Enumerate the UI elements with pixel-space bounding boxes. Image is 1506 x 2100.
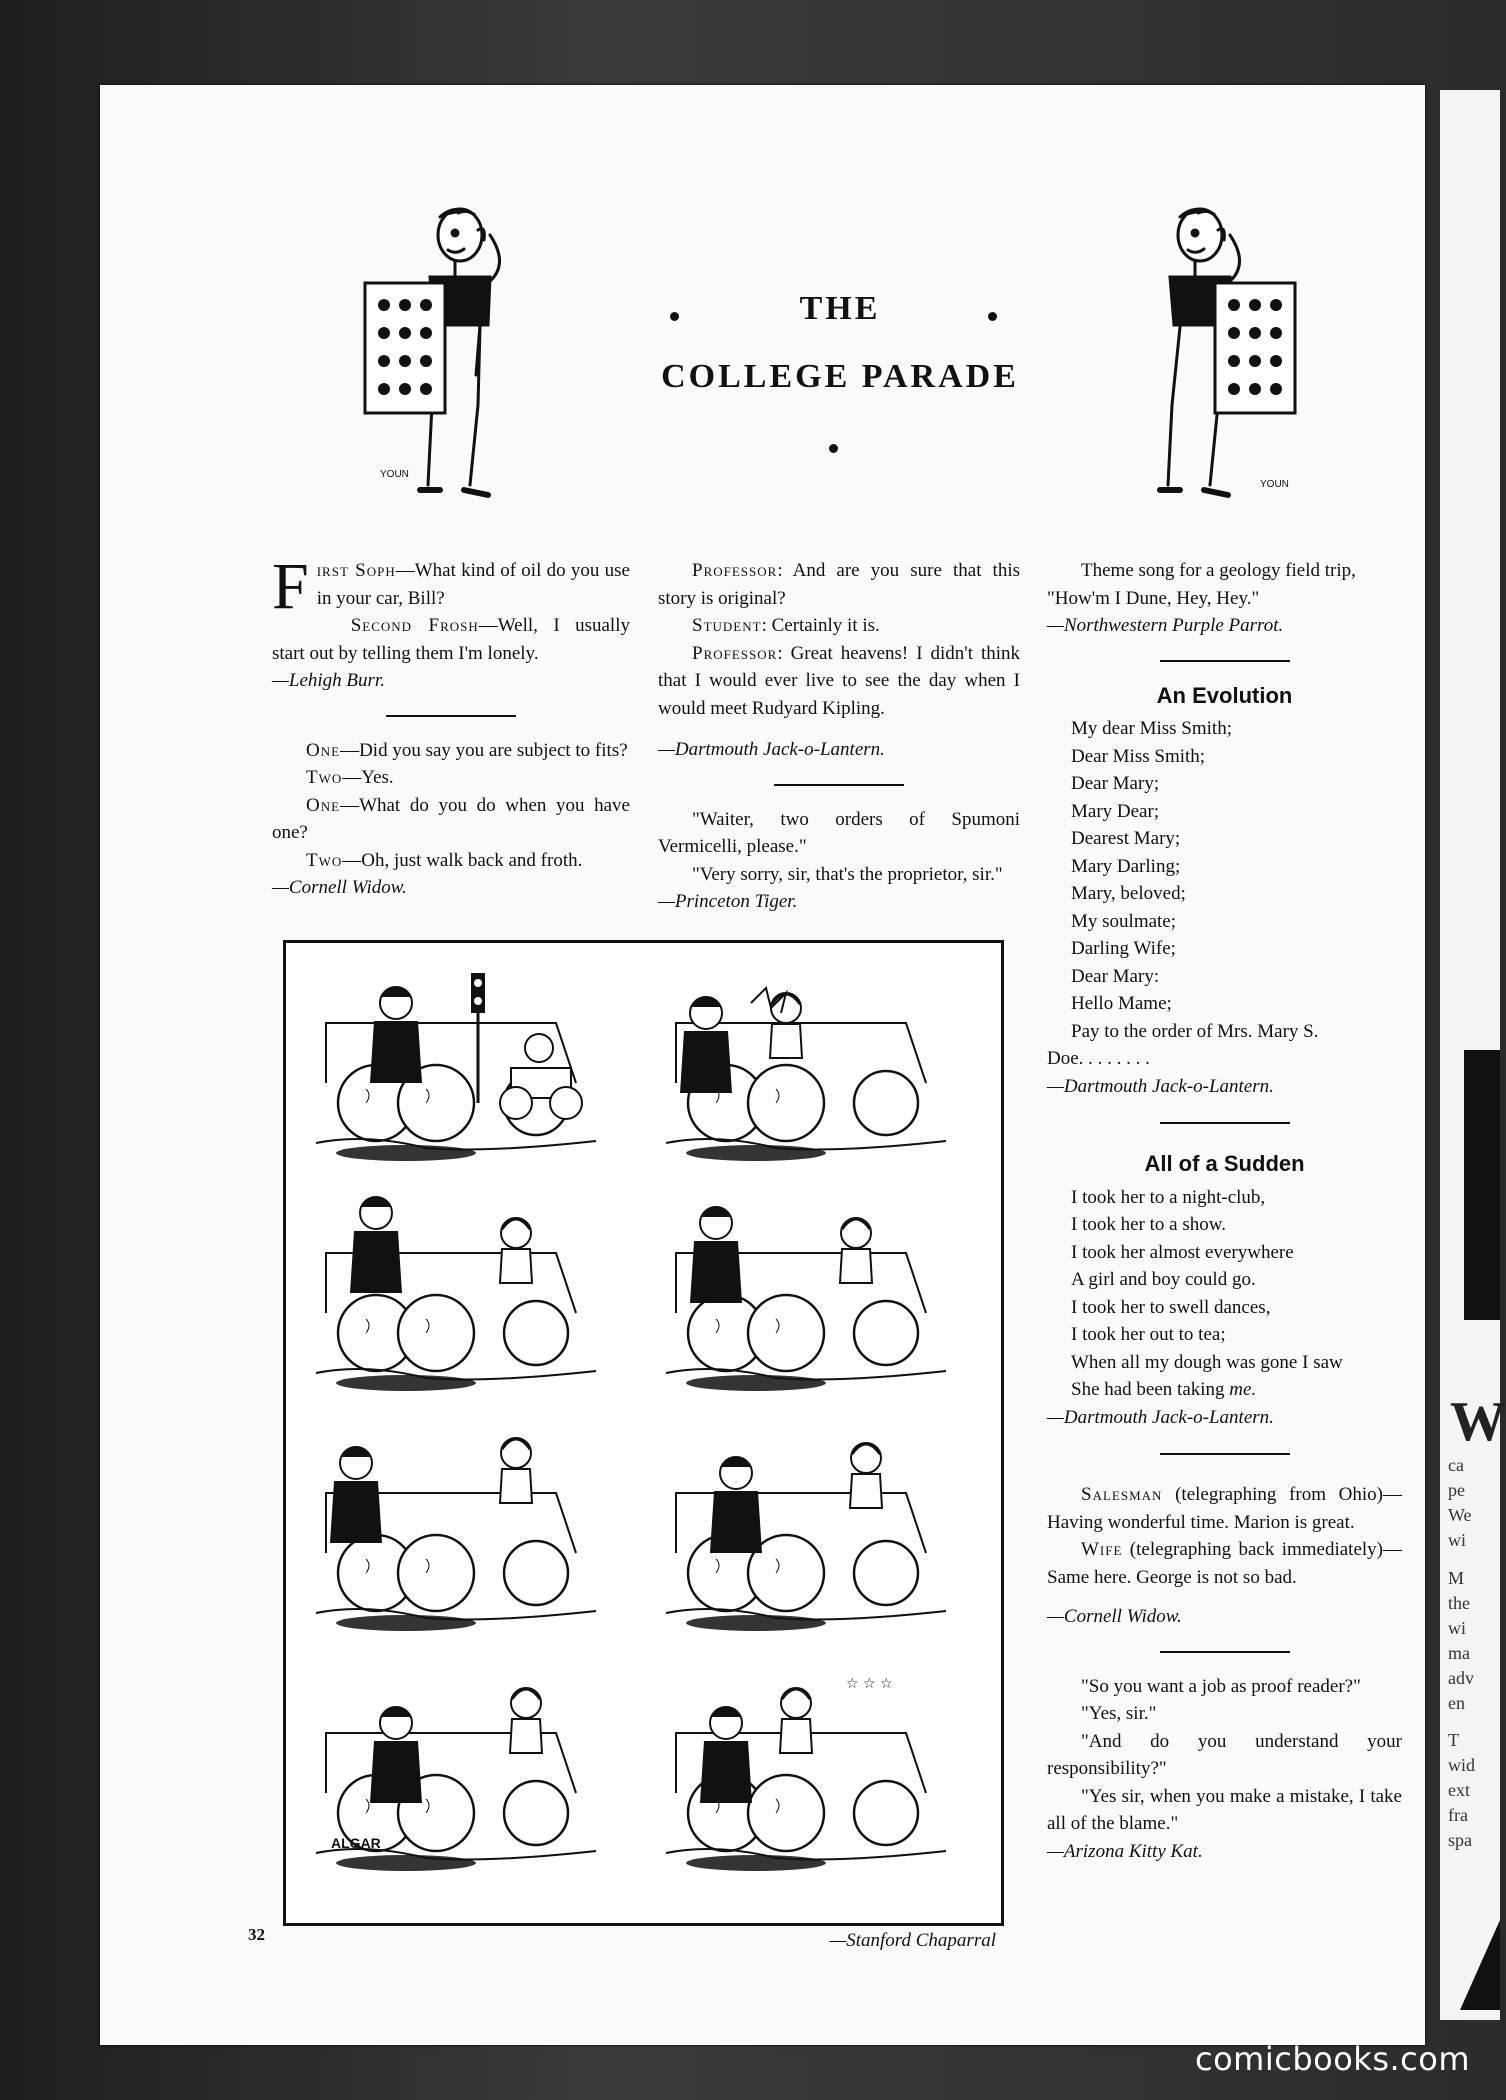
divider-rule <box>774 784 904 786</box>
poem-line: Pay to the order of Mrs. Mary S. <box>1071 1020 1319 1042</box>
left-sandwich-man-illustration <box>360 205 540 515</box>
poem-title-sudden: All of a Sudden <box>1144 1151 1305 1176</box>
poem-line: I took her to a night-club, <box>1071 1186 1266 1208</box>
facing-page-fragment: wi <box>1448 1530 1466 1550</box>
poem-line: Dearest Mary; <box>1071 828 1181 849</box>
facing-page-fragment: wi <box>1448 1618 1466 1638</box>
poem-line: Dear Miss Smith; <box>1071 745 1206 767</box>
credit: —Dartmouth Jack-o-Lantern. <box>1047 1075 1274 1097</box>
poem-line: Mary, beloved; <box>1071 883 1186 904</box>
figure-signature: YOUN <box>1260 479 1289 490</box>
column-left: First Soph—What kind of oil do you use in your car, Bill? Second Frosh—Well, I usually start out by telling them I'm lonely. —Lehigh Burr. One—Did you say you are subject to fits? Two—Yes. One—What do you do when you have one? Two—Oh, just walk back and froth. —Cornell Widow. <box>272 557 630 902</box>
comic-credit: —Stanford Chaparral <box>829 1930 996 1951</box>
facing-page-fragment: pe <box>1448 1480 1465 1500</box>
divider-rule <box>1160 1651 1290 1653</box>
poem-line: My soulmate; <box>1071 910 1177 932</box>
poem-line: I took her to a show. <box>1071 1214 1226 1235</box>
divider-rule <box>1160 1453 1290 1455</box>
credit: —Princeton Tiger. <box>658 891 798 912</box>
divider-rule <box>386 715 516 717</box>
joke-oil: First Soph—What kind of oil do you use in your car, Bill? <box>272 550 630 623</box>
divider-rule <box>1160 1122 1290 1124</box>
facing-page-fragment: fra <box>1448 1805 1468 1825</box>
poem-line: Hello Mame; <box>1071 993 1172 1014</box>
facing-page-fragment: spa <box>1448 1830 1472 1850</box>
poem-line: I took her to swell dances, <box>1071 1296 1271 1318</box>
facing-page-fragment: adv <box>1448 1668 1474 1688</box>
credit: —Northwestern Purple Parrot. <box>1047 615 1284 636</box>
facing-page-fragment: ca <box>1448 1455 1464 1475</box>
figure-signature: YOUN <box>380 469 409 480</box>
credit: —Lehigh Burr. <box>272 670 385 691</box>
poem-line: I took her almost everywhere <box>1071 1241 1294 1263</box>
drop-cap: F <box>272 550 309 623</box>
credit: —Dartmouth Jack-o-Lantern. <box>1047 1406 1274 1428</box>
facing-page-fragment: ma <box>1448 1643 1470 1663</box>
facing-page-strip <box>1440 90 1506 2020</box>
poem-line: Dear Mary: <box>1071 965 1160 987</box>
facing-page-graphic <box>1460 1920 1500 2010</box>
dizzy-stars: ☆ ☆ ☆ <box>846 1676 893 1692</box>
facing-page-fragment: M <box>1448 1568 1465 1588</box>
credit: —Dartmouth Jack-o-Lantern. <box>658 739 885 760</box>
credit: —Arizona Kitty Kat. <box>1047 1840 1203 1862</box>
divider-rule <box>1160 660 1290 662</box>
facing-page-fragment: We <box>1448 1505 1472 1525</box>
poem-line: I took her out to tea; <box>1071 1324 1226 1345</box>
column-right: Theme song for a geology field trip, "How'm I Dune, Hey, Hey." —Northwestern Purple Parrot. An Evolution My dear Miss Smith; Dear Miss Smith; Dear Mary; Mary Dear; Dearest Mary; Mary Darling; Mary, beloved; My soulmate; Darling Wife; Dear Mary: Hello Mame; Pay to the order of Mrs. Mary S. Doe. . . . . . . . —Dartmouth Jack-o-Lantern. All of a Sudden I took her to a night-club, I took her to a show. I took her almost everywhere A girl and boy could go. I took her to swell dances, I took her out to tea; When all my dough was gone I saw She had been taking me. —Dartmouth Jack-o-Lantern. Salesman (telegraphing from Ohio)—Having wonderful time. Marion is great. Wife (telegraphing back immediately)—Same here. George is not so bad. —Cornell Widow. "So you want a job as proof reader?" "Yes, sir." "And do you understand your responsibility?" "Yes sir, when you make a mistake, I take all of the blame." —Arizona Kitty Kat. <box>1047 557 1402 1865</box>
poem-line: Darling Wife; <box>1071 938 1176 959</box>
poem-sudden <box>1047 1184 1402 1377</box>
poem-line: A girl and boy could go. <box>1071 1269 1256 1290</box>
comic-strip-drawing <box>286 943 1001 1923</box>
credit: —Cornell Widow. <box>1047 1606 1182 1627</box>
watermark: comicbooks.com <box>1194 2040 1470 2078</box>
facing-page-fragment: wid <box>1448 1755 1475 1775</box>
facing-page-dropcap: W <box>1450 1391 1506 1453</box>
poem-line: Mary Dear; <box>1071 800 1160 822</box>
column-middle: Professor: And are you sure that this story is original? Student: Certainly it is. Professor: Great heavens! I didn't think that I would ever live to see the day when I would meet Rudyard Kipling. —Dartmouth Jack-o-Lantern. "Waiter, two orders of Spumoni Vermicelli, please." "Very sorry, sir, that's the proprietor, sir." —Princeton Tiger. <box>658 557 1020 916</box>
page-number: 32 <box>248 1925 265 1944</box>
poem-line: Mary Darling; <box>1071 855 1181 877</box>
poem-title-evolution: An Evolution <box>1156 682 1293 708</box>
poem-line: Dear Mary; <box>1071 773 1160 794</box>
poem-line: My dear Miss Smith; <box>1071 718 1232 739</box>
facing-page-fragment: en <box>1448 1693 1465 1713</box>
right-sandwich-man-illustration <box>1120 205 1320 515</box>
title-the: THE <box>799 290 881 327</box>
poem-line: When all my dough was gone I saw <box>1071 1351 1343 1373</box>
credit: —Cornell Widow. <box>272 877 407 898</box>
facing-page-fragment: ext <box>1448 1780 1470 1800</box>
title-college-parade: COLLEGE PARADE <box>661 358 1019 395</box>
facing-page-photo <box>1464 1050 1500 1320</box>
comic-strip <box>283 940 1004 1926</box>
poem-evolution <box>1047 715 1402 1045</box>
facing-page-fragment: the <box>1448 1593 1470 1613</box>
facing-page-fragment: T <box>1448 1730 1459 1750</box>
artist-signature: ALGAR <box>331 1835 381 1851</box>
title-bullet <box>829 444 838 453</box>
